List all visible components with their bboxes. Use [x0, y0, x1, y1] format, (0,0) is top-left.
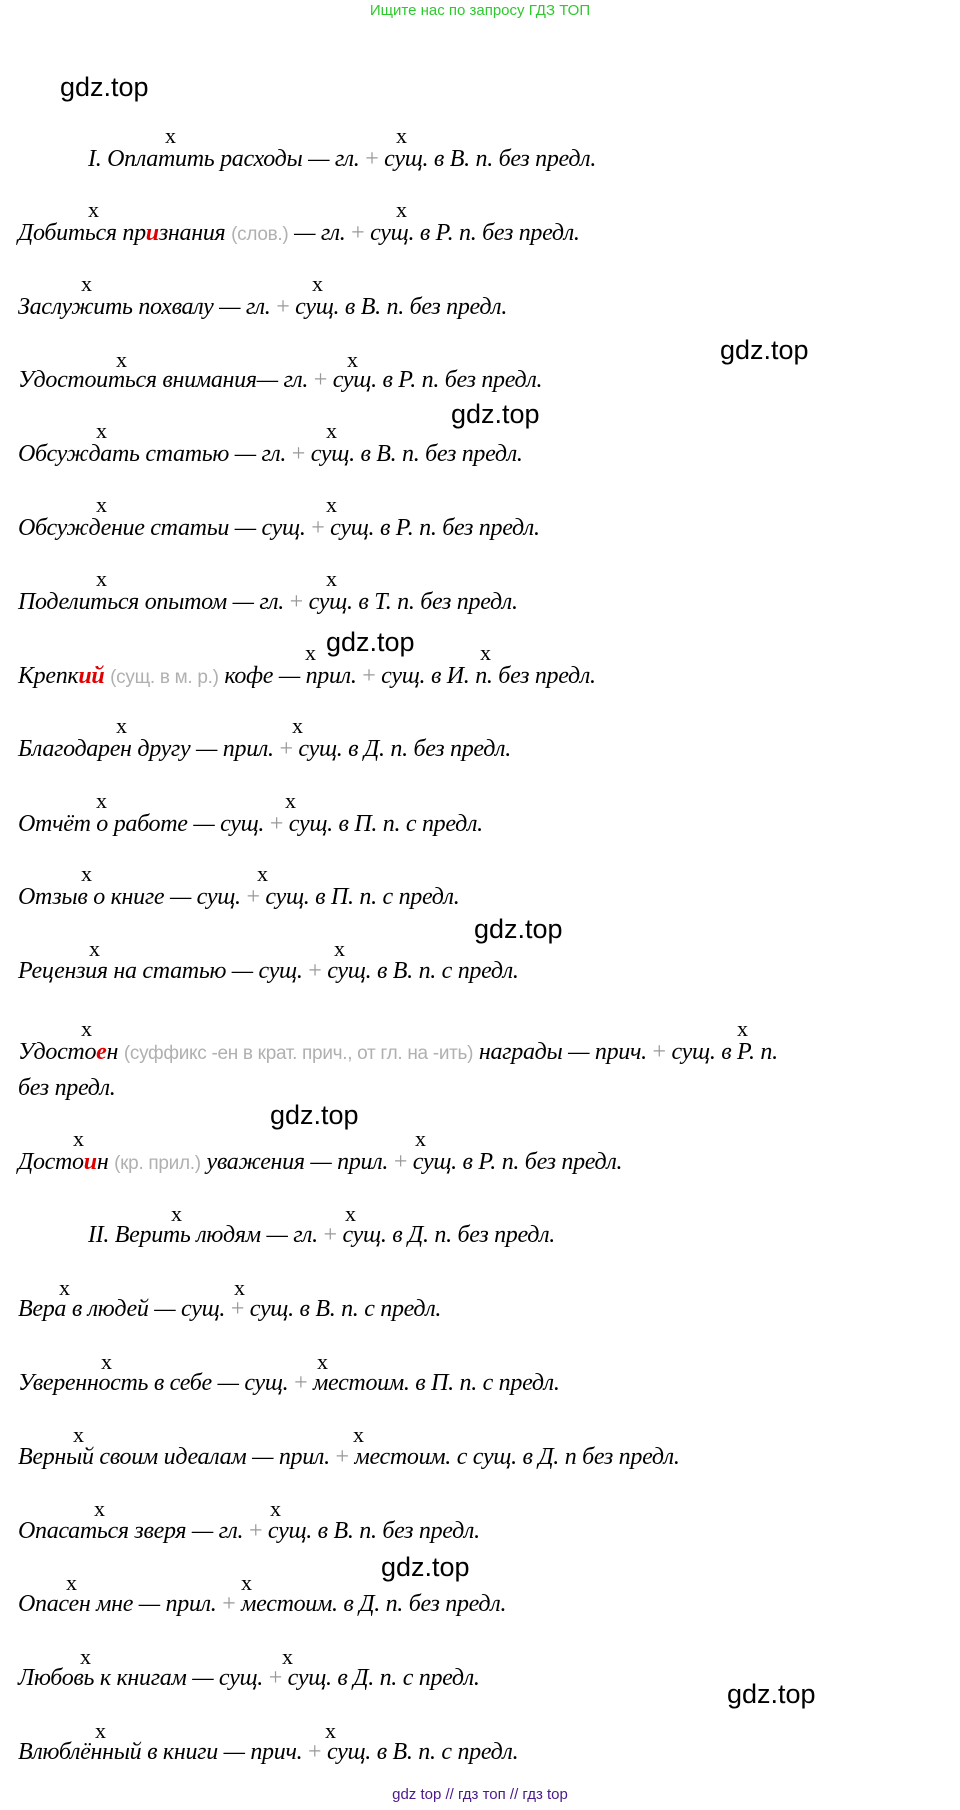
plus-sign: +: [246, 884, 260, 910]
plus-sign: +: [279, 736, 293, 762]
plus-sign: +: [289, 589, 303, 615]
search-hint-banner: Ищите нас по запросу ГДЗ ТОП: [369, 2, 591, 19]
member-mark: x: [312, 271, 323, 296]
plus-sign: +: [230, 1296, 245, 1322]
phrase-line: I. Оплатить расходы — гл. + сущ. в В. п. без предл.: [88, 146, 597, 172]
watermark-text: gdz.top: [451, 399, 540, 429]
member-mark: x: [345, 1201, 356, 1226]
member-mark: x: [334, 936, 345, 961]
member-mark: x: [326, 566, 337, 591]
watermark-text: gdz.top: [474, 914, 563, 944]
plus-sign: +: [652, 1039, 666, 1065]
member-mark: x: [66, 1570, 77, 1595]
member-mark: x: [73, 1422, 84, 1447]
phrase-line: Поделиться опытом — гл. + сущ. в Т. п. без предл.: [18, 589, 518, 615]
phrase-line: Вера в людей — сущ. + сущ. в В. п. с предл.: [18, 1296, 442, 1322]
highlighted-letter: и: [145, 220, 159, 246]
plus-sign: +: [311, 515, 325, 541]
member-mark: x: [171, 1201, 182, 1226]
member-mark: x: [241, 1570, 252, 1595]
phrase-line: Уверенность в себе — сущ. + местоим. в П. п. с предл.: [18, 1370, 560, 1396]
member-mark: x: [96, 492, 107, 517]
member-mark: x: [96, 788, 107, 813]
member-mark: x: [347, 347, 358, 372]
member-mark: x: [292, 713, 303, 738]
phrase-line: Удостоиться внимания— гл. + сущ. в Р. п. без предл.: [18, 367, 543, 393]
plus-sign: +: [308, 1739, 322, 1765]
plus-sign: +: [362, 663, 376, 689]
member-mark: x: [325, 1718, 336, 1743]
member-mark: x: [305, 640, 316, 665]
watermark-text: gdz.top: [720, 335, 809, 365]
member-mark: x: [326, 418, 337, 443]
phrase-line: Рецензия на статью — сущ. + сущ. в В. п. с предл.: [18, 958, 519, 984]
member-mark: x: [326, 492, 337, 517]
member-mark: x: [101, 1349, 112, 1374]
phrase-line: Влюблённый в книги — прич. + сущ. в В. п. с предл.: [18, 1739, 519, 1765]
phrase-line: Достоин (кр. прил.) уважения — прил. + сущ. в Р. п. без предл.: [18, 1149, 623, 1175]
member-mark: x: [480, 640, 491, 665]
member-mark: x: [59, 1275, 70, 1300]
phrase-line: без предл.: [18, 1075, 116, 1101]
member-mark: x: [415, 1126, 426, 1151]
member-mark: x: [396, 123, 407, 148]
member-mark: x: [88, 197, 99, 222]
phrase-line: Заслужить похвалу — гл. + сущ. в В. п. без предл.: [18, 294, 508, 320]
member-mark: x: [282, 1644, 293, 1669]
watermark-text: gdz.top: [326, 627, 415, 657]
phrase-line: Отчёт о работе — сущ. + сущ. в П. п. с предл.: [18, 811, 483, 837]
note-text: (суффикс -ен в крат. прич., от гл. на -ить): [123, 1043, 474, 1064]
member-mark: x: [257, 861, 268, 886]
member-mark: x: [81, 1016, 92, 1041]
phrase-line: Благодарен другу — прил. + сущ. в Д. п. без предл.: [18, 736, 511, 762]
note-text: (кр. прил.): [114, 1153, 201, 1174]
phrase-line: Опасаться зверя — гл. + сущ. в В. п. без предл.: [18, 1518, 480, 1544]
member-mark: x: [73, 1126, 84, 1151]
footer-links[interactable]: gdz top // гдз топ // гдз top: [392, 1786, 568, 1803]
note-text: (сущ. в м. р.): [110, 667, 219, 688]
watermark-text: gdz.top: [60, 72, 149, 102]
plus-sign: +: [291, 441, 306, 467]
watermark-text: gdz.top: [270, 1100, 359, 1130]
phrase-line: Обсуждать статью — гл. + сущ. в В. п. без предл.: [18, 441, 523, 467]
member-mark: x: [353, 1422, 364, 1447]
member-mark: x: [116, 713, 127, 738]
phrase-line: II. Верить людям — гл. + сущ. в Д. п. без предл.: [88, 1222, 555, 1248]
member-mark: x: [165, 123, 176, 148]
plus-sign: +: [268, 1665, 282, 1691]
phrase-line: Опасен мне — прил. + местоим. в Д. п. без предл.: [18, 1591, 507, 1617]
plus-sign: +: [351, 220, 365, 246]
phrase-line: Обсуждение статьи — сущ. + сущ. в Р. п. без предл.: [18, 515, 540, 541]
plus-sign: +: [222, 1591, 236, 1617]
member-mark: x: [396, 197, 407, 222]
plus-sign: +: [248, 1518, 263, 1544]
plus-sign: +: [335, 1444, 349, 1470]
member-mark: x: [737, 1016, 748, 1041]
plus-sign: +: [313, 367, 328, 393]
member-mark: x: [94, 1496, 105, 1521]
phrase-line: Добиться признания (слов.) — гл. + сущ. в Р. п. без предл.: [18, 220, 580, 246]
note-text: (слов.): [231, 224, 289, 245]
highlighted-letter: ий: [78, 663, 105, 689]
phrase-line: Удостоен (суффикс -ен в крат. прич., от гл. на -ить) награды — прич. + сущ. в Р. п.: [18, 1039, 778, 1065]
plus-sign: +: [393, 1149, 408, 1175]
highlighted-letter: е: [96, 1039, 107, 1065]
watermark-text: gdz.top: [381, 1552, 470, 1582]
member-mark: x: [234, 1275, 245, 1300]
plus-sign: +: [308, 958, 322, 984]
member-mark: x: [285, 788, 296, 813]
plus-sign: +: [323, 1222, 337, 1248]
member-mark: x: [89, 936, 100, 961]
member-mark: x: [96, 418, 107, 443]
plus-sign: +: [276, 294, 290, 320]
phrase-line: Отзыв о книге — сущ. + сущ. в П. п. с предл.: [18, 884, 460, 910]
member-mark: x: [81, 861, 92, 886]
member-mark: x: [95, 1718, 106, 1743]
highlighted-letter: и: [83, 1149, 97, 1175]
watermark-text: gdz.top: [727, 1679, 816, 1709]
member-mark: x: [116, 347, 127, 372]
member-mark: x: [270, 1496, 281, 1521]
member-mark: x: [96, 566, 107, 591]
plus-sign: +: [269, 811, 284, 837]
phrase-line: Любовь к книгам — сущ. + сущ. в Д. п. с предл.: [18, 1665, 480, 1691]
member-mark: x: [81, 271, 92, 296]
member-mark: x: [317, 1349, 328, 1374]
phrase-line: Крепкий (сущ. в м. р.) кофе — прил. + сущ. в И. п. без предл.: [18, 663, 596, 689]
plus-sign: +: [294, 1370, 308, 1396]
phrase-line: Верный своим идеалам — прил. + местоим. с сущ. в Д. п без предл.: [18, 1444, 680, 1470]
plus-sign: +: [365, 146, 379, 172]
member-mark: x: [80, 1644, 91, 1669]
